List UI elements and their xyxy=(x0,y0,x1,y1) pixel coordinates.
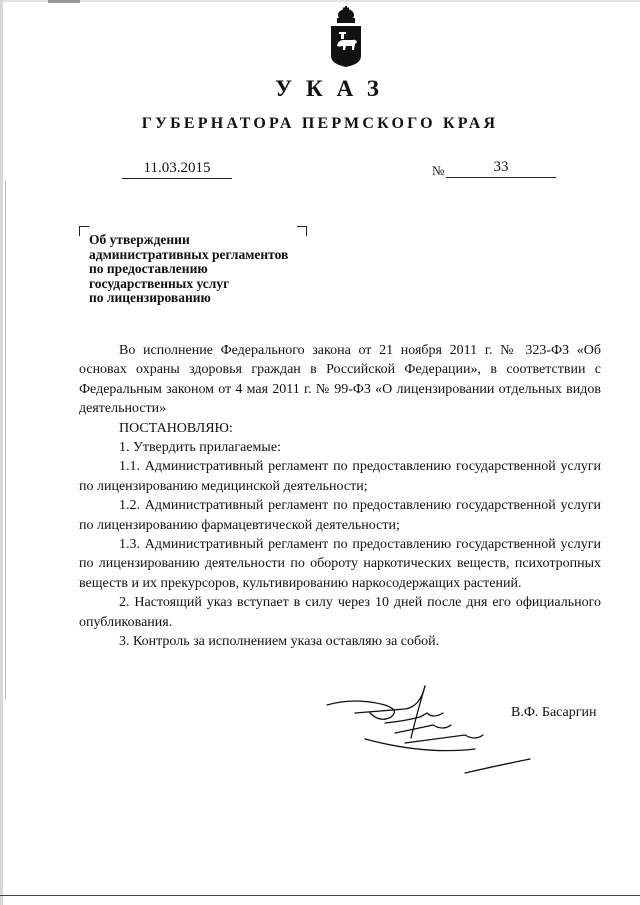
heading-line: административных регламентов xyxy=(89,246,289,262)
perm-krai-coat-of-arms-icon xyxy=(326,6,366,68)
item-2: 2. Настоящий указ вступает в силу через 10 дней после дня его официального опубликования. xyxy=(79,595,601,630)
heading-line: по предоставлению xyxy=(89,261,208,277)
document-date: 11.03.2015 xyxy=(122,160,232,179)
item-1-2: 1.2. Административный регламент по предоставлению государственной услуги по лицензированию фармацевтической деятельности; xyxy=(79,498,601,533)
heading-corner-left xyxy=(79,226,89,236)
document-subtitle: ГУБЕРНАТОРА ПЕРМСКОГО КРАЯ xyxy=(141,115,499,132)
item-1: 1. Утвердить прилагаемые: xyxy=(119,440,281,456)
heading-line: по лицензированию xyxy=(89,290,211,306)
item-1-3: 1.3. Административный регламент по предоставлению государственной услуги по лицензированию деятельности по обороту наркотических веществ, психотропных веществ и их прекурсоров, культивированию наркосодержащих растений. xyxy=(79,537,601,591)
item-1-1: 1.1. Административный регламент по предоставлению государственной услуги по лицензированию медицинской деятельности; xyxy=(79,459,601,494)
signatory-name: В.Ф. Басаргин xyxy=(511,705,597,720)
document-body xyxy=(79,341,601,652)
preamble-paragraph: Во исполнение Федерального закона от 21 ноября 2011 г. № 323-ФЗ «Об основах охраны здоровья граждан в Российской Федерации», в соответствии с Федеральным законом от 4 мая 2011 г. № 99-ФЗ «О лицензировании отдельных видов деятельности» xyxy=(79,343,601,417)
heading-line: государственных услуг xyxy=(89,275,230,291)
scan-mark xyxy=(48,0,80,3)
scan-bottom-edge xyxy=(0,895,640,896)
decree-word: ПОСТАНОВЛЯЮ: xyxy=(119,420,233,436)
scan-margin-line xyxy=(5,180,6,700)
document-number: 33 xyxy=(446,159,556,178)
handwritten-signature xyxy=(325,683,535,783)
heading-line: Об утверждении xyxy=(89,232,190,247)
document-number-label: № xyxy=(432,163,445,178)
document-heading xyxy=(89,233,349,306)
scan-top-edge xyxy=(0,0,640,2)
document-title: УКАЗ xyxy=(275,76,393,101)
item-3: 3. Контроль за исполнением указа оставляю за собой. xyxy=(119,634,440,650)
scan-left-edge xyxy=(0,0,3,905)
